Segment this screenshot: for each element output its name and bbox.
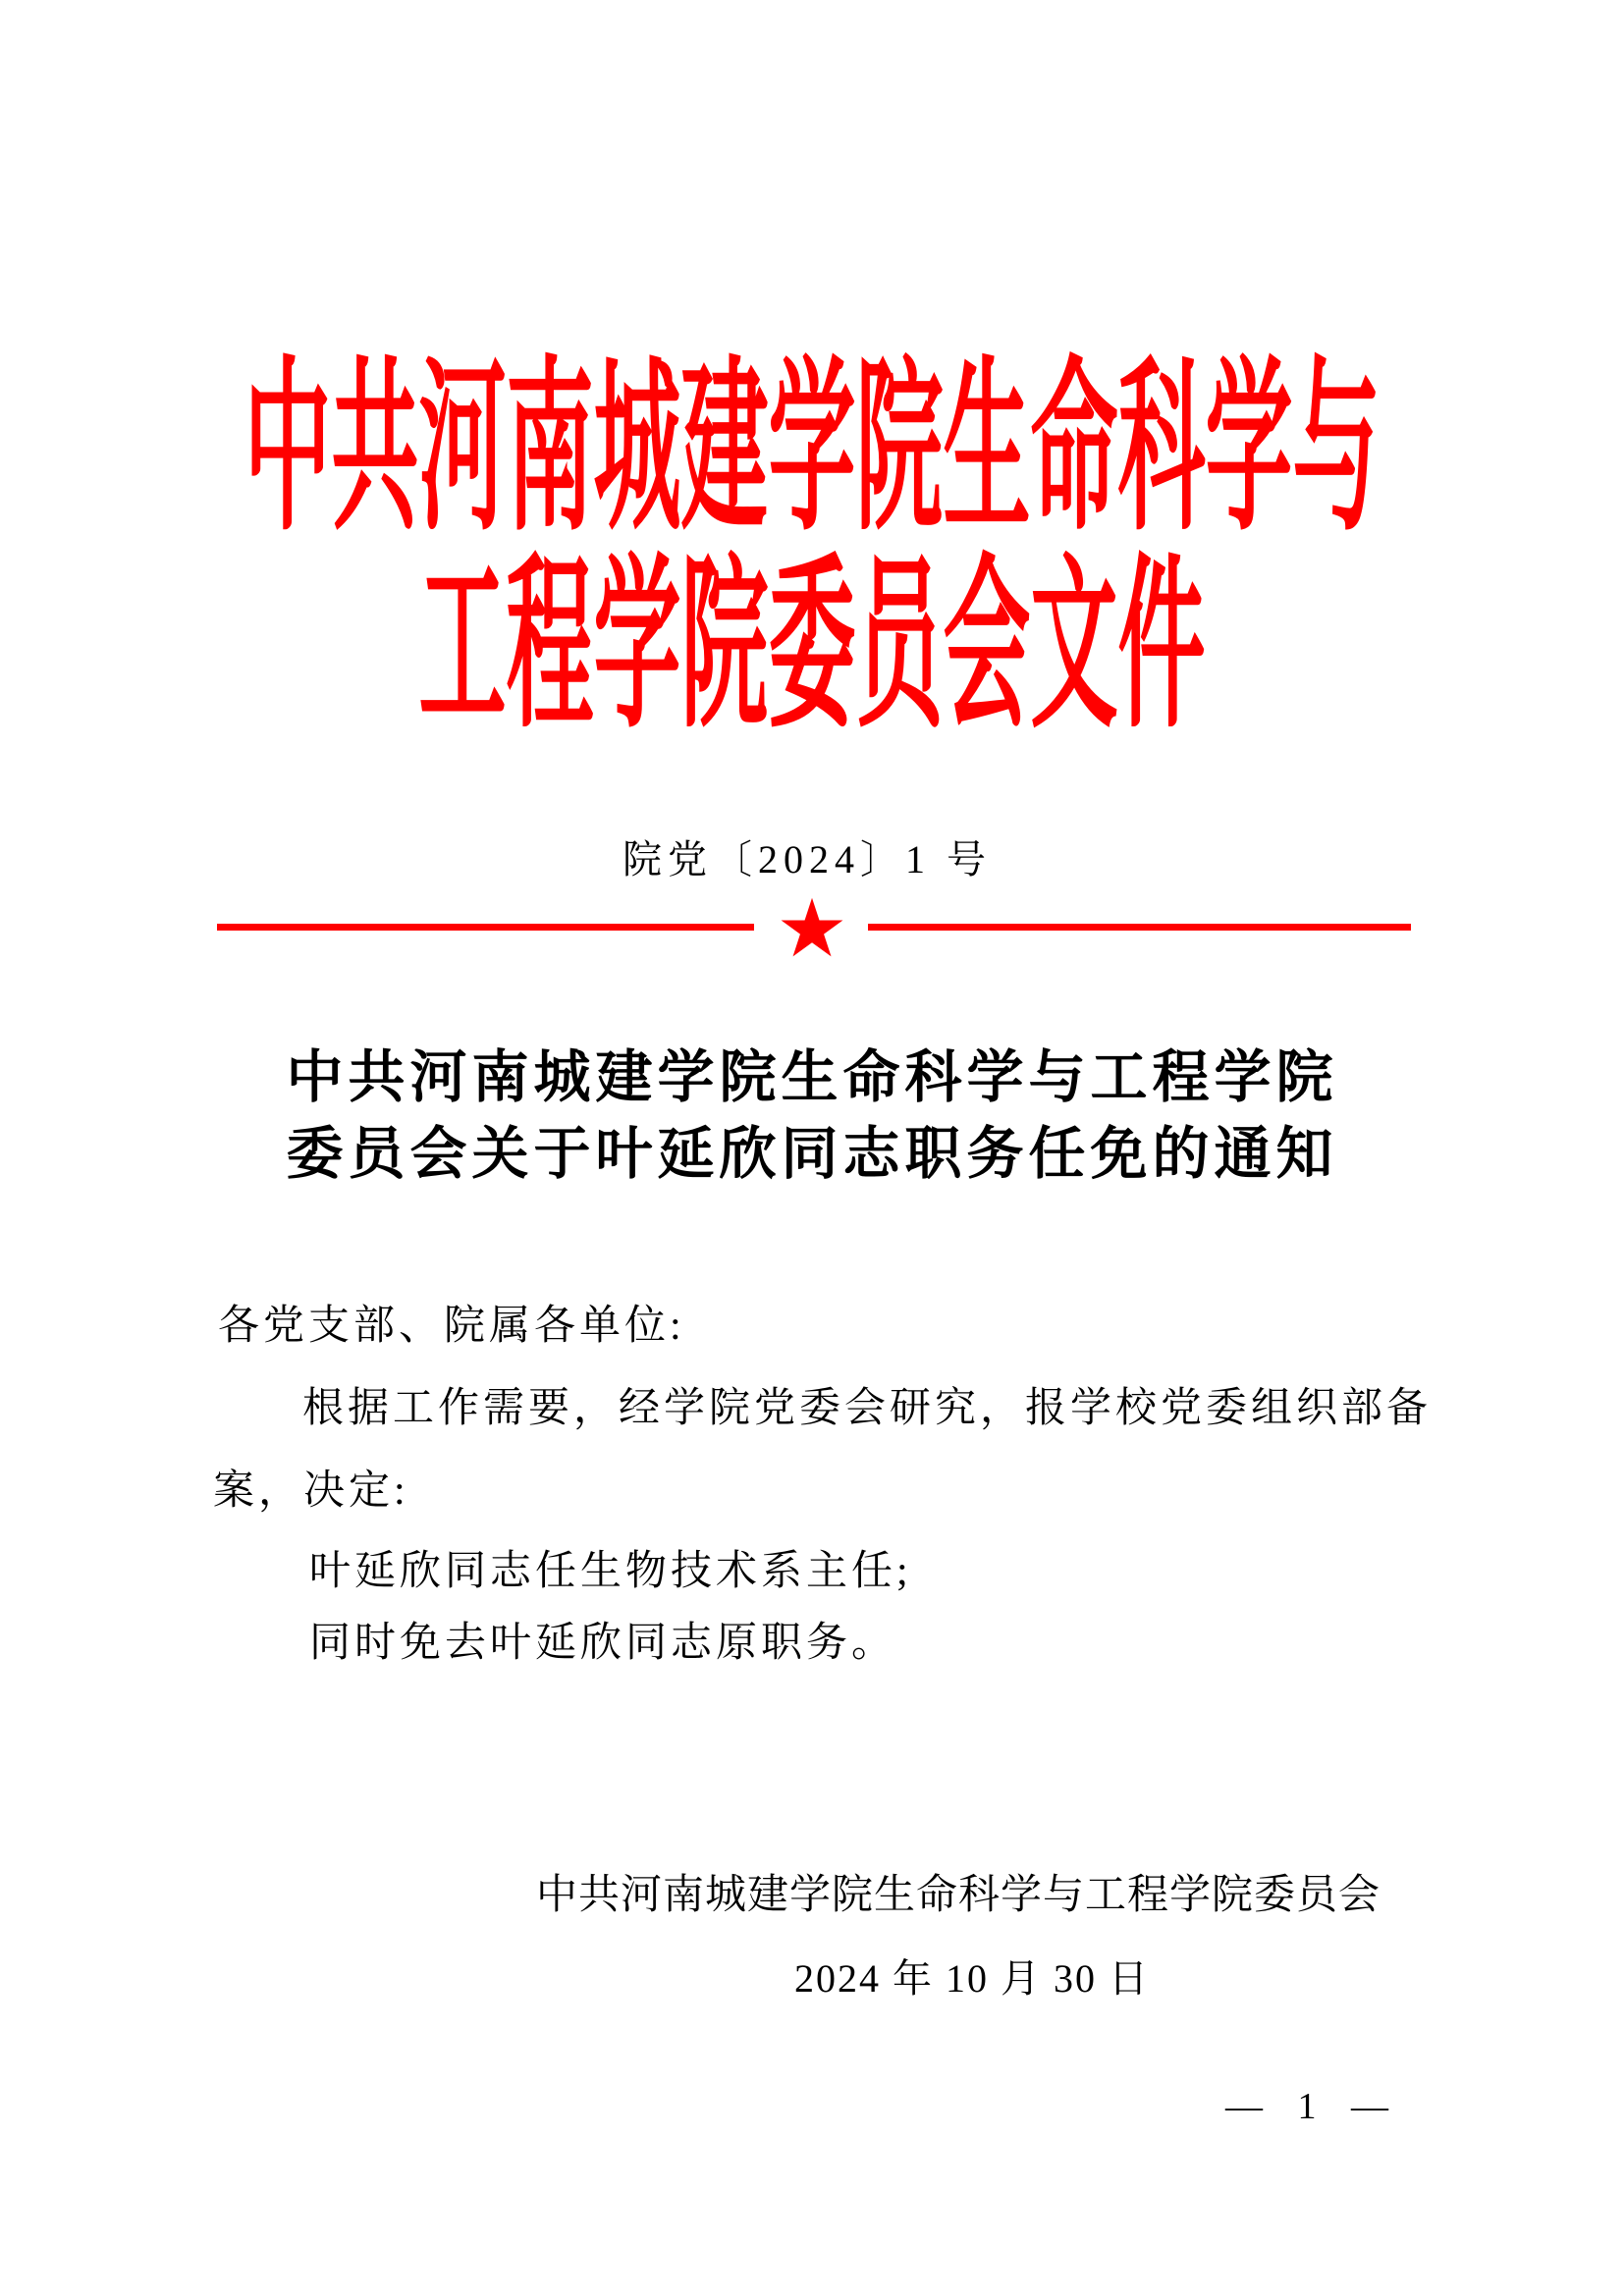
- red-rule-left-segment: [217, 924, 754, 931]
- document-title-line-2: 委员会关于叶延欣同志职务任免的通知: [286, 1122, 1338, 1186]
- body-paragraph-line-2: 案，决定:: [213, 1468, 409, 1514]
- body-appointment-line: 叶延欣同志任生物技术系主任;: [309, 1549, 912, 1594]
- letterhead-banner-line-1: 中共河南城建学院生命科学与: [244, 348, 1380, 555]
- red-rule-right-segment: [868, 924, 1411, 931]
- page-number: — 1 —: [1225, 2086, 1388, 2127]
- letterhead-banner-line-2: 工程学院委员会文件: [418, 546, 1206, 752]
- signature-date: 2024 年 10 月 30 日: [794, 1956, 1150, 2001]
- body-dismissal-line: 同时免去叶延欣同志原职务。: [309, 1621, 897, 1666]
- document-number: 院党〔2024〕1 号: [623, 837, 992, 881]
- signature-organization: 中共河南城建学院生命科学与工程学院委员会: [536, 1873, 1381, 1918]
- document-title-line-1: 中共河南城建学院生命科学与工程学院: [286, 1045, 1338, 1109]
- star-icon: ★: [776, 884, 848, 974]
- body-salutation: 各党支部、院属各单位:: [218, 1304, 685, 1349]
- body-paragraph-line-1: 根据工作需要，经学院党委会研究，报学校党委组织部备: [302, 1386, 1433, 1431]
